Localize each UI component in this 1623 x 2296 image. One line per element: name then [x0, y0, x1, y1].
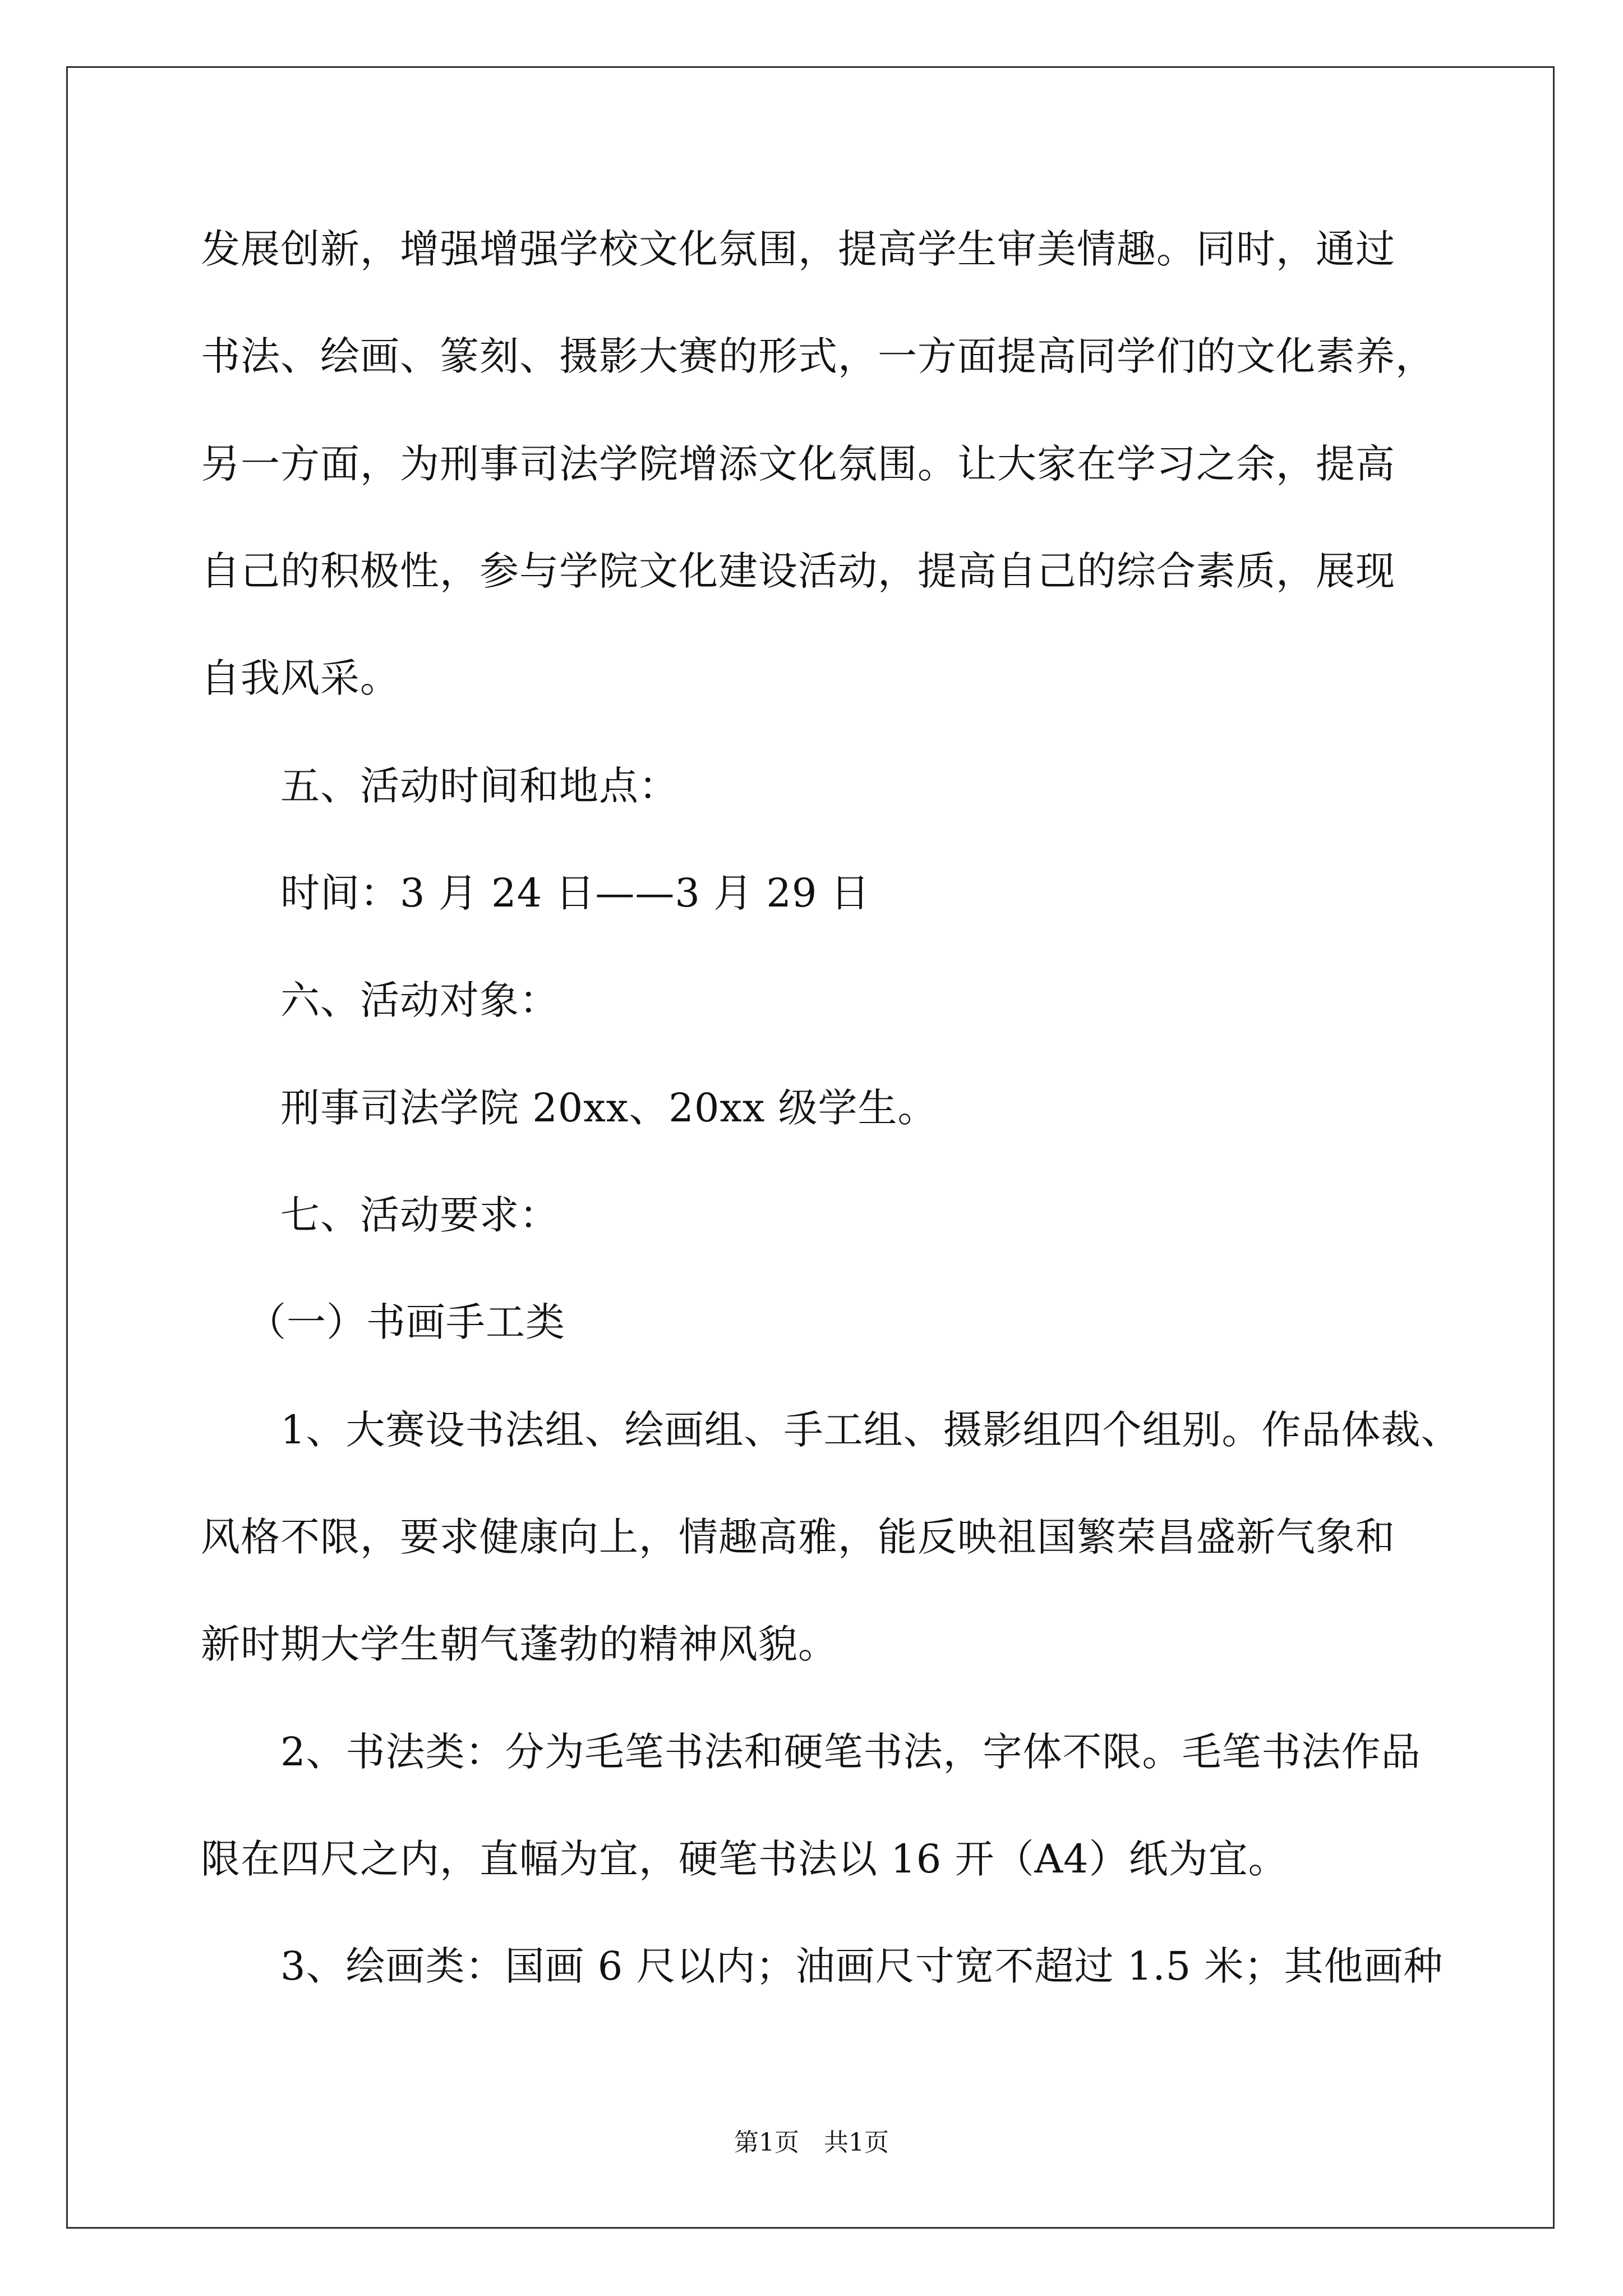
body-text-line: 自我风采。 [201, 655, 400, 701]
body-text-line: 风格不限，要求健康向上，情趣高雅，能反映祖国繁荣昌盛新气象和 [201, 1514, 1395, 1560]
body-text-line: 发展创新，增强增强学校文化氛围，提高学生审美情趣。同时，通过 [201, 226, 1395, 272]
body-text-line: 时间：3 月 24 日——3 月 29 日 [280, 870, 870, 916]
body-text-line: 另一方面，为刑事司法学院增添文化氛围。让大家在学习之余，提高 [201, 441, 1395, 487]
section-heading: 六、活动对象： [280, 977, 559, 1023]
section-heading: 七、活动要求： [280, 1192, 559, 1238]
section-heading: 五、活动时间和地点： [280, 763, 679, 809]
page-border [66, 66, 1555, 2229]
body-text-line: 2、书法类：分为毛笔书法和硬笔书法，字体不限。毛笔书法作品 [280, 1729, 1421, 1775]
body-text-line: 刑事司法学院 20xx、20xx 级学生。 [280, 1085, 938, 1131]
body-text-line: 3、绘画类：国画 6 尺以内；油画尺寸宽不超过 1.5 米；其他画种 [280, 1943, 1444, 1989]
body-text-line: 自己的积极性，参与学院文化建设活动，提高自己的综合素质，展现 [201, 548, 1395, 594]
body-text-line: 书法、绘画、篆刻、摄影大赛的形式，一方面提高同学们的文化素养， [201, 333, 1435, 379]
body-text-line: 1、大赛设书法组、绘画组、手工组、摄影组四个组别。作品体裁、 [280, 1407, 1461, 1453]
subsection-heading: （一）书画手工类 [247, 1299, 565, 1345]
page-footer: 第1页 共1页 [734, 2128, 889, 2157]
body-text-line: 限在四尺之内，直幅为宜，硬笔书法以 16 开（A4）纸为宜。 [201, 1836, 1288, 1882]
body-text-line: 新时期大学生朝气蓬勃的精神风貌。 [201, 1621, 838, 1667]
